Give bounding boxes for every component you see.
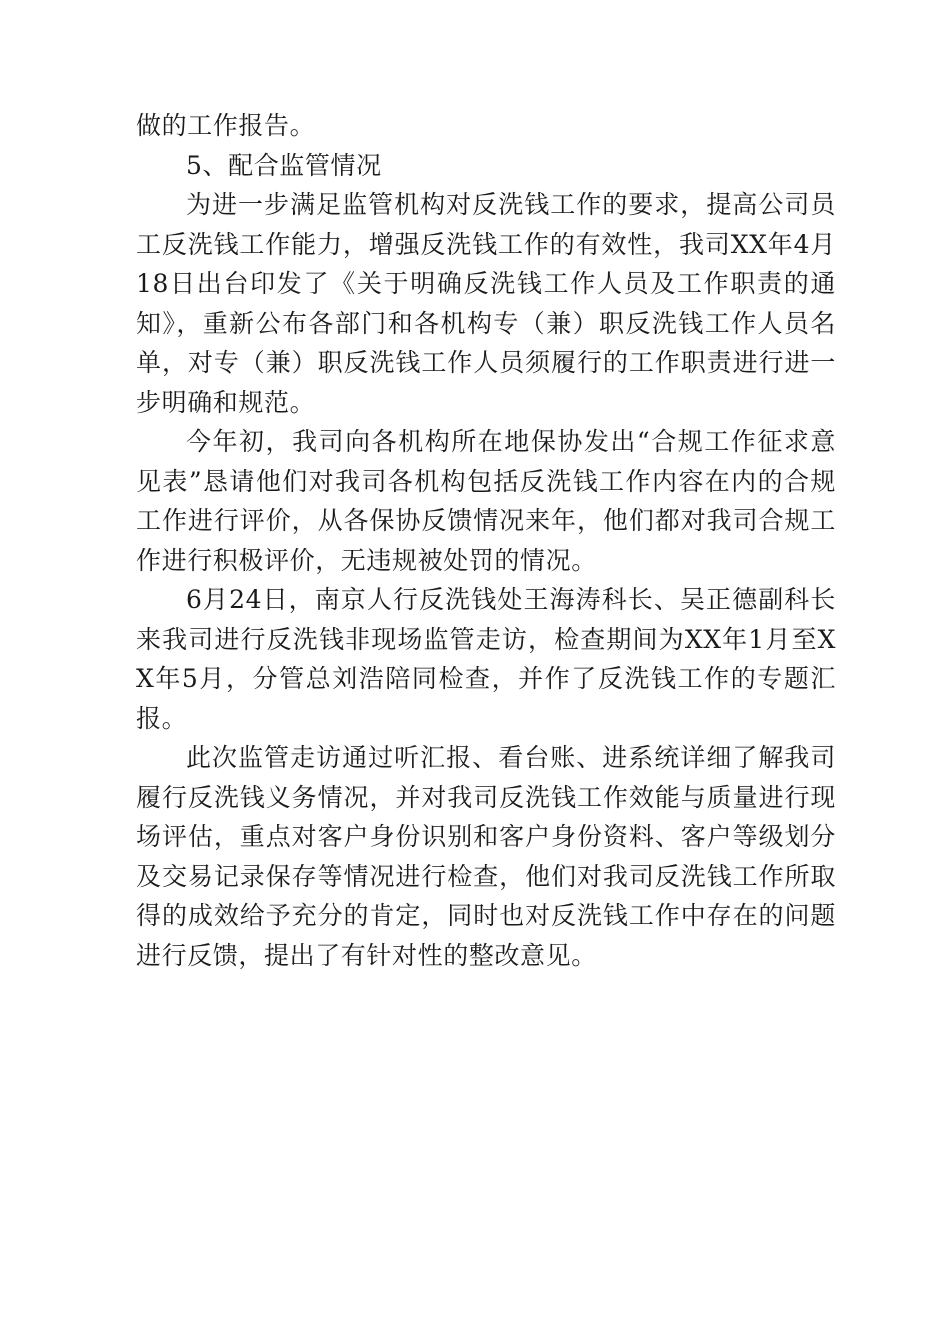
lead-fragment: 做的工作报告。 — [136, 111, 316, 140]
document-body — [136, 106, 836, 975]
paragraph-staffing-notice: 为进一步满足监管机构对反洗钱工作的要求，提高公司员工反洗钱工作能力，增强反洗钱工作的有效性，我司XX年4月18日出台印发了《关于明确反洗钱工作人员及工作职责的通知》，重新公布各部门和各机构专（兼）职反洗钱工作人员名单，对专（兼）职反洗钱工作人员须履行的工作职责进行进一步明确和规范。 — [136, 190, 836, 417]
paragraph-supervision-visit: 6月24日，南京人行反洗钱处王海涛科长、吴正德副科长来我司进行反洗钱非现场监管走访，检查期间为XX年1月至XX年5月，分管总刘浩陪同检查，并作了反洗钱工作的专题汇报。 — [136, 585, 836, 733]
section-heading: 5、配合监管情况 — [186, 150, 382, 180]
paragraph-compliance-survey: 今年初，我司向各机构所在地保协发出“合规工作征求意见表”恳请他们对我司各机构包括反洗钱工作内容在内的合规工作进行评价，从各保协反馈情况来年，他们都对我司合规工作进行积极评价，无违规被处罚的情况。 — [136, 427, 836, 575]
paragraph-visit-findings: 此次监管走访通过听汇报、看台账、进系统详细了解我司履行反洗钱义务情况，并对我司反洗钱工作效能与质量进行现场评估，重点对客户身份识别和客户身份资料、客户等级划分及交易记录保存等情况进行检查，他们对我司反洗钱工作所取得的成效给予充分的肯定，同时也对反洗钱工作中存在的问题进行反馈，提出了有针对性的整改意见。 — [136, 743, 836, 970]
